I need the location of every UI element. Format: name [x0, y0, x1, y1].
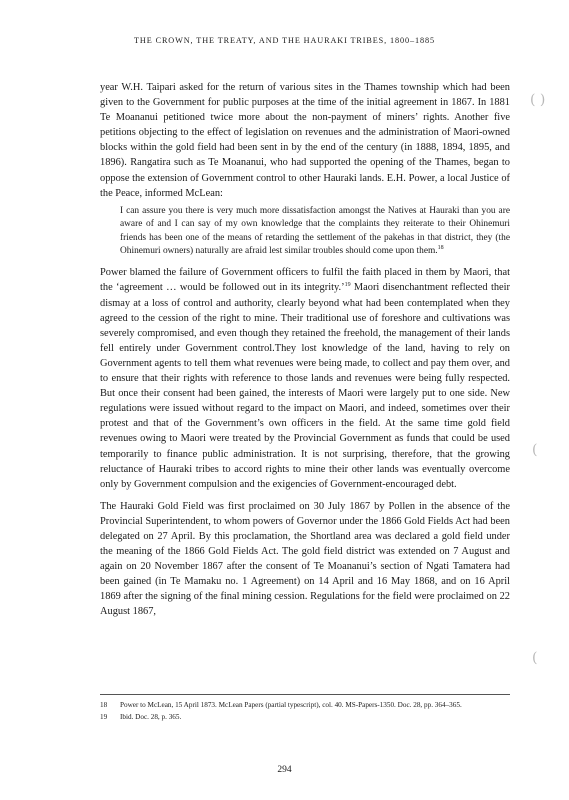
paragraph-1: year W.H. Taipari asked for the return of various sites in the Thames township which had been given to the Government for public purposes at the time of the initial agreement in 1867. In 1881 Te Moananui petitioned twice more about the non-payment of miners’ rights. Another five petitions objecting to the effect of legislation on revenues and the administration of Maori-owned blocks within the gold field had been sent in by the end of the century (in 1888, 1894, 1895, and 1896). Rangatira such as Te Moananui, who had supported the opening of the Thames, began to oppose the extension of Government control to other Hauraki lands. E.H. Power, a local Justice of the Peace, informed McLean:: [100, 82, 510, 199]
paragraph-2: [100, 265, 510, 491]
footnote-text: Power to McLean, 15 April 1873. McLean Papers (partial typescript), col. 40. MS-Papers-1350. Doc. 28, pp. 364–365.: [120, 701, 462, 709]
footnotes: [100, 694, 510, 724]
page-number: 294: [277, 765, 292, 775]
paragraph-2-rest: Maori disenchantment reflected their dismay at a loss of control and authority, clearly beyond what had been contemplated when they agreed to the cession of the right to mine. Their traditional use of foreshore and cultivations was severely compromised, and even though they retained the freehold, the management of their lands fell entirely under Government control.They lost knowledge of the land, having to rely on Government agents to tell them what revenues were being made, to collect and pay them over, and to ensure that their rights with reference to those lands and revenues were being fully respected. But once their consent had been gained, the interests of Maori were largely put to one side. New regulations were issued without regard to the impact on Maori, and indeed, sometimes over their protest and that of the Government’s own officers in the field. At the same time gold field revenues owing to Maori were treated by the Provincial Government as funds that could be used temporarily to finance public administration. It is not surprising, therefore, that the growing reluctance of Hauraki tribes to accord rights to mine their other lands was eventually overcome only by Government compulsion and the exigencies of Government-encouraged debt.: [100, 282, 510, 490]
paragraph-3: The Hauraki Gold Field was first proclaimed on 30 July 1867 by Pollen in the absence of the Provincial Superintendent, to whom powers of Governor under the 1866 Gold Fields Act had been delegated on 27 April. By this proclamation, the Shortland area was declared a gold field under the meaning of the 1866 Gold Fields Act. The gold field district was extended on 7 August and again on 20 November 1867 after the consent of Te Moananui’s section of Ngati Tamatera had been gained (in Te Mamaku no. 1 Agreement) on 14 April and 16 May 1868, and on 16 April 1869 after the signing of the final mining cession. Regulations for the field were proclaimed on 22 August 1867,: [100, 500, 510, 618]
running-head: THE CROWN, THE TREATY, AND THE HAURAKI TRIBES, 1800–1885: [134, 36, 435, 45]
body-text: [100, 80, 510, 620]
footnote-ref-19: 19: [344, 282, 351, 289]
footnote: [100, 712, 510, 722]
footnote-text: Ibid. Doc. 28, p. 365.: [120, 713, 182, 721]
paragraph-2-start: Power blamed the failure of Government officers to fulfil the faith placed in them by Maori, that the ‘agreement … would be followed out in its integrity.’: [100, 267, 510, 294]
margin-bracket-mark: (: [532, 442, 538, 458]
margin-bracket-mark: (: [532, 650, 538, 666]
footnote-number: 19: [100, 713, 108, 721]
footnote-ref-18: 18: [437, 244, 444, 251]
block-quote: [120, 205, 510, 259]
footnote: [100, 700, 510, 710]
quote-text: I can assure you there is very much more dissatisfaction amongst the Natives at Hauraki than you are aware of and I can say of my own knowledge that the complaints they reiterate to their Ohinemuri friends has been one of the means of retarding the settlement of the pakehas in that district, they (the Ohinemuri owners) naturally are afraid lest similar troubles should come upon them.: [120, 205, 510, 256]
footnote-number: 18: [100, 701, 108, 709]
margin-bracket-mark: ( ): [530, 92, 546, 108]
